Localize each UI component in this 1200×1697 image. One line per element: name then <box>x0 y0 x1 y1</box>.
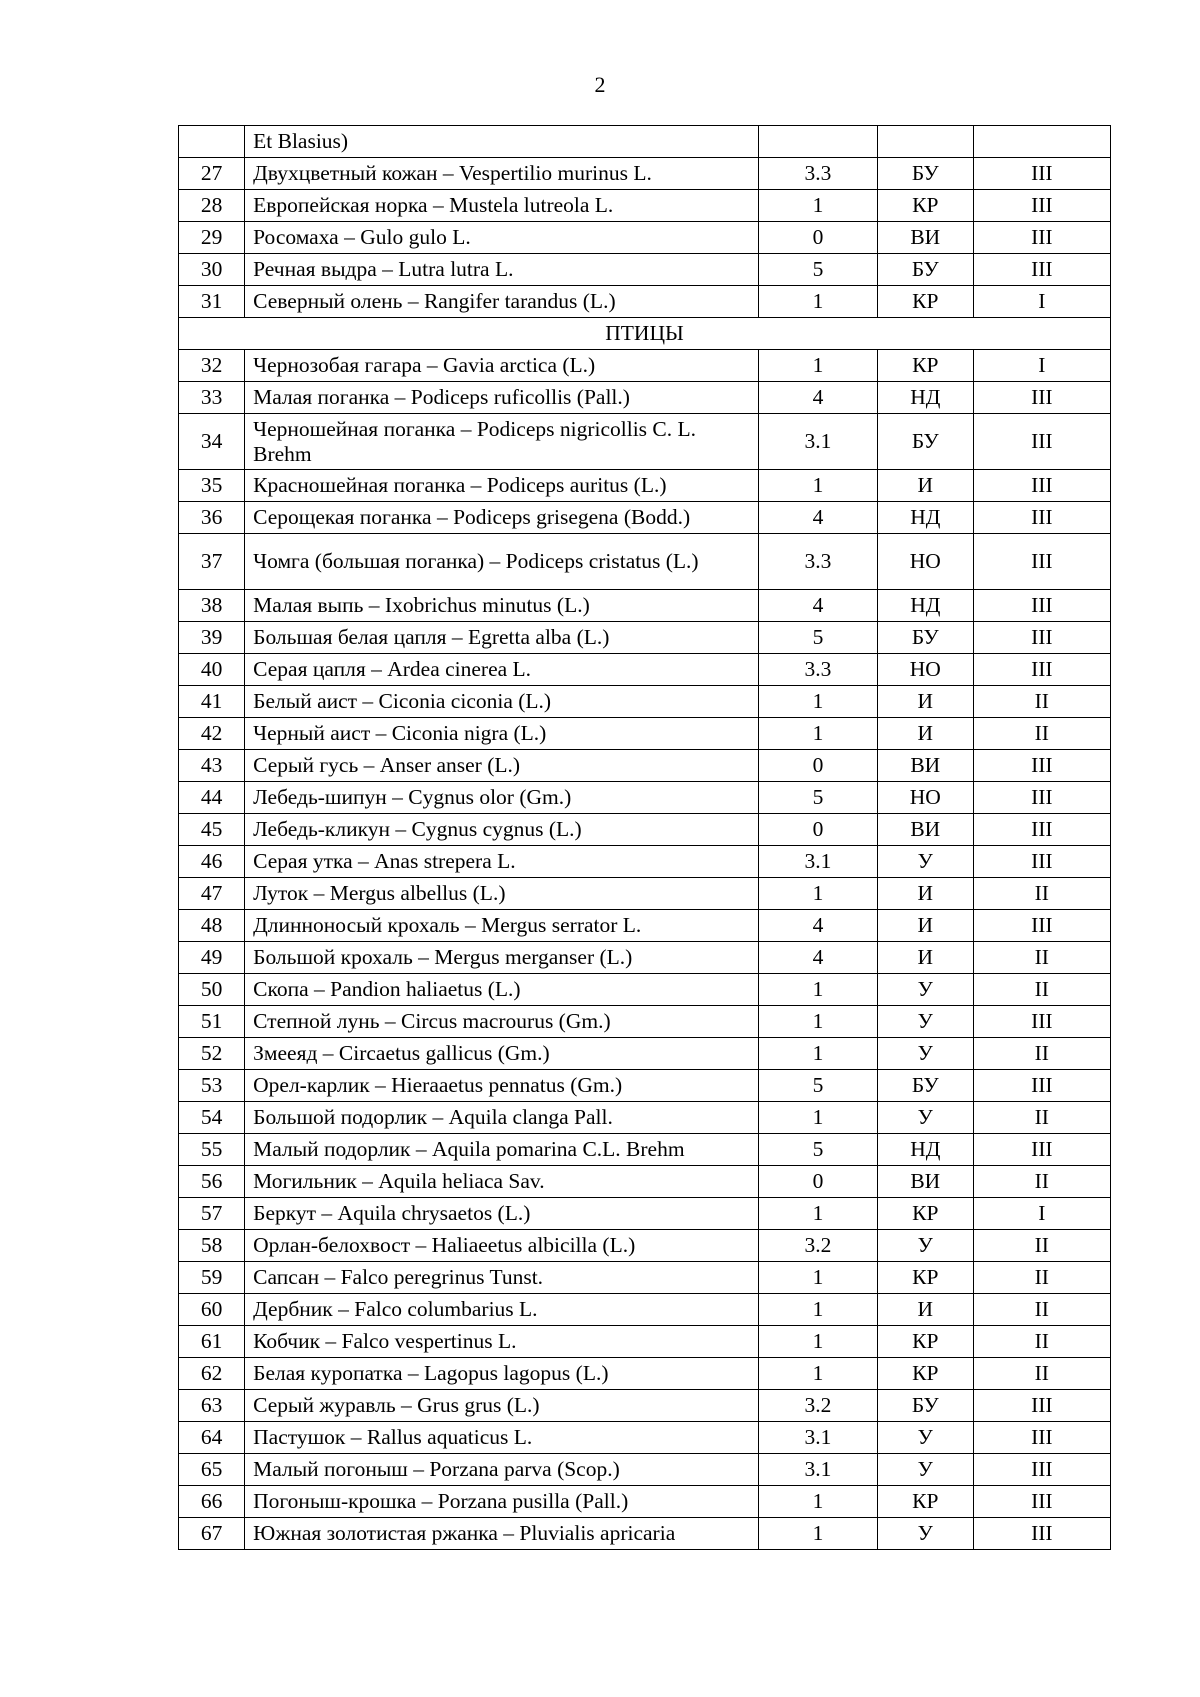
row-number: 28 <box>179 190 245 222</box>
category: 1 <box>758 470 877 502</box>
category: 1 <box>758 1006 877 1038</box>
page-number: 2 <box>594 72 606 97</box>
species-name: Чернозобая гагара – Gavia arctica (L.) <box>245 350 759 382</box>
row-number: 29 <box>179 222 245 254</box>
species-table-body <box>179 126 1111 1550</box>
table-row <box>179 222 1111 254</box>
row-number: 32 <box>179 350 245 382</box>
protection-class: III <box>973 470 1110 502</box>
status: ВИ <box>877 750 973 782</box>
table-row <box>179 782 1111 814</box>
row-number: 63 <box>179 1390 245 1422</box>
status: КР <box>877 350 973 382</box>
protection-class: III <box>973 1006 1110 1038</box>
table-row <box>179 1294 1111 1326</box>
protection-class: II <box>973 686 1110 718</box>
table-row <box>179 254 1111 286</box>
category: 4 <box>758 382 877 414</box>
row-number: 43 <box>179 750 245 782</box>
species-name: Беркут – Aquila chrysaetos (L.) <box>245 1198 759 1230</box>
species-name: Орлан-белохвост – Haliaeetus albicilla (L.) <box>245 1230 759 1262</box>
category: 0 <box>758 1166 877 1198</box>
row-number: 44 <box>179 782 245 814</box>
status: И <box>877 718 973 750</box>
status: КР <box>877 1262 973 1294</box>
species-name: Черношейная поганка – Podiceps nigricollis C. L. Brehm <box>245 414 759 470</box>
category: 3.1 <box>758 1422 877 1454</box>
row-number: 37 <box>179 534 245 590</box>
protection-class: I <box>973 350 1110 382</box>
table-row <box>179 382 1111 414</box>
table-row <box>179 590 1111 622</box>
row-number: 55 <box>179 1134 245 1166</box>
protection-class: III <box>973 502 1110 534</box>
species-name: Красношейная поганка – Podiceps auritus (L.) <box>245 470 759 502</box>
row-number: 61 <box>179 1326 245 1358</box>
species-name: Малый погоныш – Porzana parva (Scop.) <box>245 1454 759 1486</box>
species-name: Длинноносый крохаль – Mergus serrator L. <box>245 910 759 942</box>
section-header-row <box>179 318 1111 350</box>
category: 1 <box>758 1038 877 1070</box>
table-row <box>179 502 1111 534</box>
status: КР <box>877 1358 973 1390</box>
status: У <box>877 1422 973 1454</box>
species-name: Et Blasius) <box>245 126 759 158</box>
status: У <box>877 974 973 1006</box>
status: И <box>877 470 973 502</box>
status: БУ <box>877 254 973 286</box>
table-row <box>179 718 1111 750</box>
row-number: 49 <box>179 942 245 974</box>
table-row <box>179 350 1111 382</box>
row-number: 62 <box>179 1358 245 1390</box>
species-name: Могильник – Aquila heliaca Sav. <box>245 1166 759 1198</box>
table-row <box>179 1006 1111 1038</box>
protection-class: III <box>973 1454 1110 1486</box>
species-name: Малая поганка – Podiceps ruficollis (Pall.) <box>245 382 759 414</box>
status: НО <box>877 534 973 590</box>
protection-class: III <box>973 622 1110 654</box>
table-row <box>179 942 1111 974</box>
species-table <box>178 125 1111 1550</box>
category: 5 <box>758 622 877 654</box>
table-row <box>179 1390 1111 1422</box>
protection-class: I <box>973 1198 1110 1230</box>
status: У <box>877 846 973 878</box>
table-row <box>179 846 1111 878</box>
category: 1 <box>758 190 877 222</box>
species-name: Лебедь-кликун – Cygnus cygnus (L.) <box>245 814 759 846</box>
status: КР <box>877 1198 973 1230</box>
protection-class <box>973 126 1110 158</box>
table-row <box>179 1422 1111 1454</box>
status <box>877 126 973 158</box>
protection-class: II <box>973 1358 1110 1390</box>
table-row <box>179 1070 1111 1102</box>
status: НО <box>877 782 973 814</box>
category: 5 <box>758 1070 877 1102</box>
protection-class: II <box>973 942 1110 974</box>
species-name: Сапсан – Falco peregrinus Tunst. <box>245 1262 759 1294</box>
species-name: Белый аист – Ciconia ciconia (L.) <box>245 686 759 718</box>
species-name: Дербник – Falco columbarius L. <box>245 1294 759 1326</box>
status: КР <box>877 190 973 222</box>
row-number: 38 <box>179 590 245 622</box>
status: У <box>877 1006 973 1038</box>
protection-class: III <box>973 222 1110 254</box>
protection-class: III <box>973 414 1110 470</box>
protection-class: III <box>973 1518 1110 1550</box>
category: 4 <box>758 942 877 974</box>
table-row <box>179 750 1111 782</box>
category: 1 <box>758 1326 877 1358</box>
category: 1 <box>758 1102 877 1134</box>
category: 1 <box>758 974 877 1006</box>
category: 3.2 <box>758 1390 877 1422</box>
table-row <box>179 1166 1111 1198</box>
status: ВИ <box>877 222 973 254</box>
category: 1 <box>758 1486 877 1518</box>
row-number: 42 <box>179 718 245 750</box>
status: ВИ <box>877 1166 973 1198</box>
row-number <box>179 126 245 158</box>
species-name: Малая выпь – Ixobrichus minutus (L.) <box>245 590 759 622</box>
species-name: Серый журавль – Grus grus (L.) <box>245 1390 759 1422</box>
row-number: 40 <box>179 654 245 686</box>
table-row <box>179 1262 1111 1294</box>
protection-class: III <box>973 1390 1110 1422</box>
row-number: 30 <box>179 254 245 286</box>
table-row <box>179 654 1111 686</box>
status: НО <box>877 654 973 686</box>
status: БУ <box>877 1390 973 1422</box>
species-name: Орел-карлик – Hieraaetus pennatus (Gm.) <box>245 1070 759 1102</box>
species-name: Южная золотистая ржанка – Pluvialis apricaria <box>245 1518 759 1550</box>
status: БУ <box>877 1070 973 1102</box>
species-name: Северный олень – Rangifer tarandus (L.) <box>245 286 759 318</box>
status: НД <box>877 502 973 534</box>
row-number: 66 <box>179 1486 245 1518</box>
species-name: Лебедь-шипун – Cygnus olor (Gm.) <box>245 782 759 814</box>
row-number: 56 <box>179 1166 245 1198</box>
category: 1 <box>758 350 877 382</box>
category: 0 <box>758 814 877 846</box>
category: 3.1 <box>758 414 877 470</box>
row-number: 59 <box>179 1262 245 1294</box>
status: НД <box>877 382 973 414</box>
species-name: Кобчик – Falco vespertinus L. <box>245 1326 759 1358</box>
table-row <box>179 686 1111 718</box>
table-row <box>179 470 1111 502</box>
table-row <box>179 1518 1111 1550</box>
protection-class: III <box>973 910 1110 942</box>
protection-class: II <box>973 1262 1110 1294</box>
protection-class: III <box>973 1486 1110 1518</box>
category: 0 <box>758 222 877 254</box>
section-title: ПТИЦЫ <box>179 318 1111 350</box>
row-number: 27 <box>179 158 245 190</box>
category: 1 <box>758 1518 877 1550</box>
category: 4 <box>758 590 877 622</box>
protection-class: III <box>973 750 1110 782</box>
table-row <box>179 286 1111 318</box>
category: 3.3 <box>758 158 877 190</box>
species-name: Степной лунь – Circus macrourus (Gm.) <box>245 1006 759 1038</box>
species-name: Большая белая цапля – Egretta alba (L.) <box>245 622 759 654</box>
status: БУ <box>877 622 973 654</box>
category: 3.1 <box>758 846 877 878</box>
status: И <box>877 878 973 910</box>
protection-class: III <box>973 846 1110 878</box>
species-name: Змееяд – Circaetus gallicus (Gm.) <box>245 1038 759 1070</box>
status: У <box>877 1518 973 1550</box>
table-row <box>179 534 1111 590</box>
category: 3.2 <box>758 1230 877 1262</box>
protection-class: III <box>973 1070 1110 1102</box>
protection-class: I <box>973 286 1110 318</box>
row-number: 64 <box>179 1422 245 1454</box>
category: 0 <box>758 750 877 782</box>
row-number: 48 <box>179 910 245 942</box>
row-number: 67 <box>179 1518 245 1550</box>
status: КР <box>877 1326 973 1358</box>
table-row <box>179 1038 1111 1070</box>
category <box>758 126 877 158</box>
row-number: 34 <box>179 414 245 470</box>
row-number: 47 <box>179 878 245 910</box>
status: У <box>877 1454 973 1486</box>
status: КР <box>877 1486 973 1518</box>
status: НД <box>877 1134 973 1166</box>
row-number: 52 <box>179 1038 245 1070</box>
status: КР <box>877 286 973 318</box>
protection-class: III <box>973 590 1110 622</box>
species-name: Серощекая поганка – Podiceps grisegena (Bodd.) <box>245 502 759 534</box>
species-name: Европейская норка – Mustela lutreola L. <box>245 190 759 222</box>
row-number: 41 <box>179 686 245 718</box>
table-row <box>179 1230 1111 1262</box>
species-name: Большой подорлик – Aquila clanga Pall. <box>245 1102 759 1134</box>
status: У <box>877 1102 973 1134</box>
row-number: 35 <box>179 470 245 502</box>
row-number: 31 <box>179 286 245 318</box>
table-row <box>179 1102 1111 1134</box>
protection-class: III <box>973 1422 1110 1454</box>
category: 4 <box>758 910 877 942</box>
protection-class: III <box>973 190 1110 222</box>
category: 1 <box>758 1294 877 1326</box>
protection-class: III <box>973 654 1110 686</box>
protection-class: II <box>973 1294 1110 1326</box>
protection-class: III <box>973 782 1110 814</box>
status: НД <box>877 590 973 622</box>
continuation-row <box>179 126 1111 158</box>
status: У <box>877 1230 973 1262</box>
table-row <box>179 878 1111 910</box>
species-name: Большой крохаль – Mergus merganser (L.) <box>245 942 759 974</box>
row-number: 46 <box>179 846 245 878</box>
table-row <box>179 190 1111 222</box>
protection-class: III <box>973 814 1110 846</box>
species-name: Серый гусь – Anser anser (L.) <box>245 750 759 782</box>
protection-class: III <box>973 254 1110 286</box>
species-name: Речная выдра – Lutra lutra L. <box>245 254 759 286</box>
table-row <box>179 414 1111 470</box>
table-row <box>179 1358 1111 1390</box>
protection-class: III <box>973 1134 1110 1166</box>
table-row <box>179 1134 1111 1166</box>
species-name: Двухцветный кожан – Vespertilio murinus L. <box>245 158 759 190</box>
table-row <box>179 814 1111 846</box>
category: 5 <box>758 782 877 814</box>
protection-class: III <box>973 534 1110 590</box>
category: 1 <box>758 1358 877 1390</box>
category: 1 <box>758 878 877 910</box>
species-name: Малый подорлик – Aquila pomarina C.L. Brehm <box>245 1134 759 1166</box>
species-name: Луток – Mergus albellus (L.) <box>245 878 759 910</box>
category: 1 <box>758 1198 877 1230</box>
status: И <box>877 942 973 974</box>
species-name: Белая куропатка – Lagopus lagopus (L.) <box>245 1358 759 1390</box>
category: 5 <box>758 254 877 286</box>
table-row <box>179 1198 1111 1230</box>
protection-class: II <box>973 878 1110 910</box>
protection-class: II <box>973 1230 1110 1262</box>
species-name: Пастушок – Rallus aquaticus L. <box>245 1422 759 1454</box>
table-row <box>179 1454 1111 1486</box>
row-number: 33 <box>179 382 245 414</box>
status: ВИ <box>877 814 973 846</box>
category: 3.1 <box>758 1454 877 1486</box>
status: И <box>877 686 973 718</box>
status: У <box>877 1038 973 1070</box>
protection-class: II <box>973 1166 1110 1198</box>
row-number: 53 <box>179 1070 245 1102</box>
protection-class: II <box>973 1102 1110 1134</box>
species-name: Скопа – Pandion haliaetus (L.) <box>245 974 759 1006</box>
protection-class: II <box>973 718 1110 750</box>
row-number: 39 <box>179 622 245 654</box>
row-number: 58 <box>179 1230 245 1262</box>
row-number: 36 <box>179 502 245 534</box>
row-number: 50 <box>179 974 245 1006</box>
table-row <box>179 158 1111 190</box>
protection-class: II <box>973 1326 1110 1358</box>
row-number: 51 <box>179 1006 245 1038</box>
category: 1 <box>758 286 877 318</box>
category: 3.3 <box>758 654 877 686</box>
table-row <box>179 1326 1111 1358</box>
category: 1 <box>758 1262 877 1294</box>
status: И <box>877 1294 973 1326</box>
row-number: 65 <box>179 1454 245 1486</box>
species-name: Росомаха – Gulo gulo L. <box>245 222 759 254</box>
species-name: Черный аист – Ciconia nigra (L.) <box>245 718 759 750</box>
category: 3.3 <box>758 534 877 590</box>
species-name: Чомга (большая поганка) – Podiceps cristatus (L.) <box>245 534 759 590</box>
row-number: 45 <box>179 814 245 846</box>
category: 5 <box>758 1134 877 1166</box>
status: БУ <box>877 414 973 470</box>
category: 1 <box>758 718 877 750</box>
row-number: 60 <box>179 1294 245 1326</box>
species-name: Серая цапля – Ardea cinerea L. <box>245 654 759 686</box>
species-name: Погоныш-крошка – Porzana pusilla (Pall.) <box>245 1486 759 1518</box>
status: И <box>877 910 973 942</box>
species-name: Серая утка – Anas strepera L. <box>245 846 759 878</box>
protection-class: II <box>973 974 1110 1006</box>
protection-class: III <box>973 158 1110 190</box>
category: 4 <box>758 502 877 534</box>
row-number: 54 <box>179 1102 245 1134</box>
category: 1 <box>758 686 877 718</box>
table-row <box>179 622 1111 654</box>
row-number: 57 <box>179 1198 245 1230</box>
protection-class: II <box>973 1038 1110 1070</box>
status: БУ <box>877 158 973 190</box>
protection-class: III <box>973 382 1110 414</box>
table-row <box>179 1486 1111 1518</box>
table-row <box>179 974 1111 1006</box>
table-row <box>179 910 1111 942</box>
